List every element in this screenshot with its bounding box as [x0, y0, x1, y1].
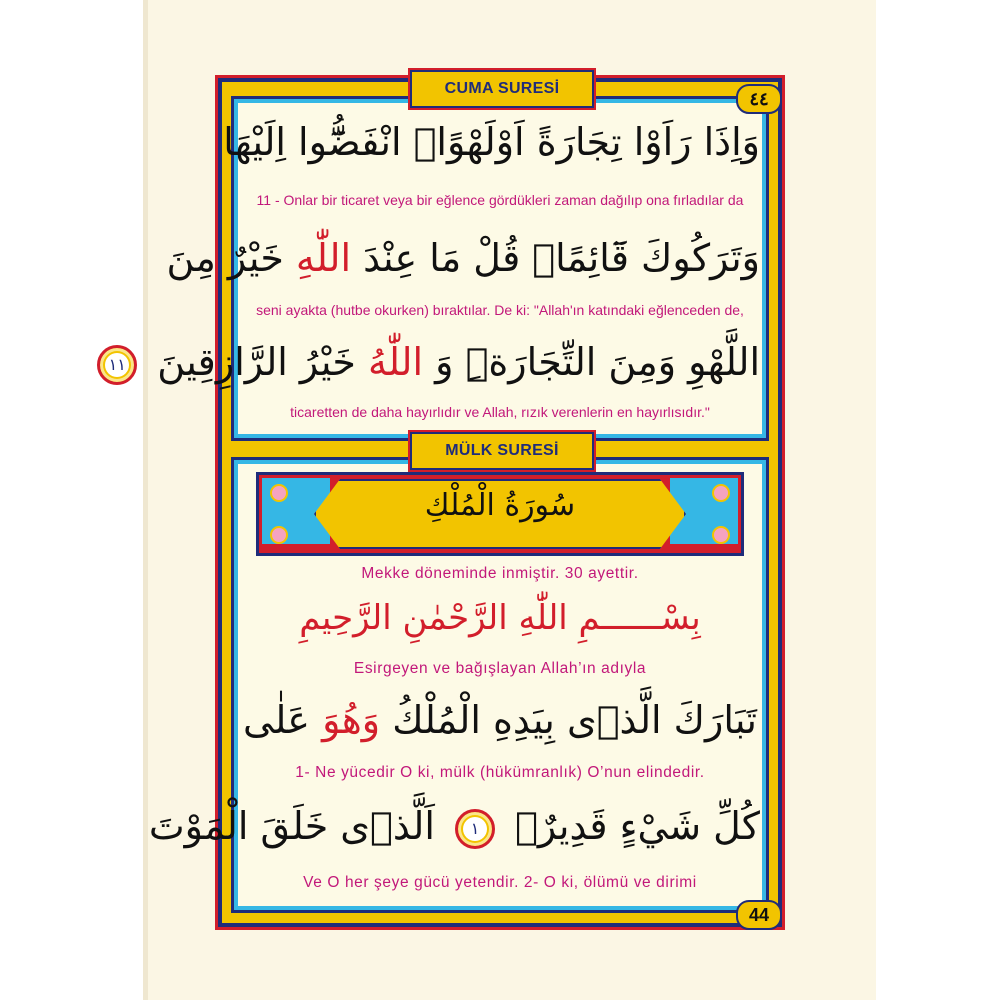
arabic-line-2-allah: اللّٰهِ	[295, 236, 352, 280]
flower-ornament-icon	[712, 526, 730, 544]
arabic-line-2-part-2: خَيْرٌ مِنَ	[166, 236, 284, 280]
page-number-arabic-badge: ٤٤	[736, 84, 782, 114]
translation-line-1: 11 - Onlar bir ticaret veya bir eğlence gördükleri zaman dağılıp ona fırladılar da	[256, 192, 744, 208]
arabic-line-2	[166, 236, 760, 280]
basmala: بِسْــــــمِ اللّٰهِ الرَّحْمٰنِ الرَّحِيمِ	[299, 598, 701, 638]
ayah-end-marker-11: ١١	[97, 345, 137, 385]
arabic-line-3-part-2: خَيْرُ الرَّازِقِينَ	[157, 340, 356, 384]
mulk-line-1-part-1: تَبَارَكَ الَّذٖى بِيَدِهِ الْمُلْكُ	[392, 698, 757, 742]
flower-ornament-icon	[270, 526, 288, 544]
basmala-translation: Esirgeyen ve bağışlayan Allah’ın adıyla	[353, 660, 647, 677]
translation-line-3: ticaretten de daha hayırlıdır ve Allah, rızık verenlerin en hayırlısıdır."	[290, 404, 710, 420]
cuma-title-label: CUMA SURESİ	[410, 70, 594, 108]
arabic-line-3-part-1: اللَّهْوِ وَمِنَ التِّجَارَةِۜ وَ	[435, 340, 760, 384]
mulk-line-1-part-2: عَلٰى	[243, 698, 310, 742]
arabic-line-3	[108, 340, 760, 385]
surah-info: Mekke döneminde inmiştir. 30 ayettir.	[361, 565, 639, 582]
mulk-arabic-line-1	[240, 698, 760, 742]
mulk-translation-line-1: 1- Ne yücedir O ki, mülk (hükümranlık) O’nun elindedir.	[295, 764, 705, 781]
mulk-line-2-part-1: كُلِّ شَيْءٍ قَدِيرٌۙ	[515, 804, 760, 848]
arabic-line-3-allah: اللّٰهُ	[367, 340, 424, 384]
mulk-line-1-red: وَهُوَ	[322, 698, 381, 742]
ayah-end-marker-1: ١	[455, 809, 495, 849]
mulk-line-2-part-2: اَلَّذٖى خَلَقَ الْمَوْتَ	[148, 804, 435, 848]
mulk-arabic-line-2	[148, 804, 760, 849]
translation-line-2: seni ayakta (hutbe okurken) bıraktılar. De ki: "Allah'ın katındaki eğlenceden de,	[256, 302, 744, 318]
arabic-line-2-part-1: وَتَرَكُوكَ قَٓائِمًاۜ قُلْ مَا عِنْدَ	[363, 236, 760, 280]
page-number-badge: 44	[736, 900, 782, 930]
arabic-line-1: وَاِذَا رَاَوْا تِجَارَةً اَوْلَهْوًاۨ انْفَضُّٓوا اِلَيْهَا	[223, 120, 760, 164]
surah-header-arabic: سُورَةُ الْمُلْكِ	[424, 488, 576, 523]
mulk-translation-line-2: Ve O her şeye gücü yetendir. 2- O ki, ölümü ve dirimi	[303, 874, 697, 891]
mulk-title-label: MÜLK SURESİ	[410, 432, 594, 470]
